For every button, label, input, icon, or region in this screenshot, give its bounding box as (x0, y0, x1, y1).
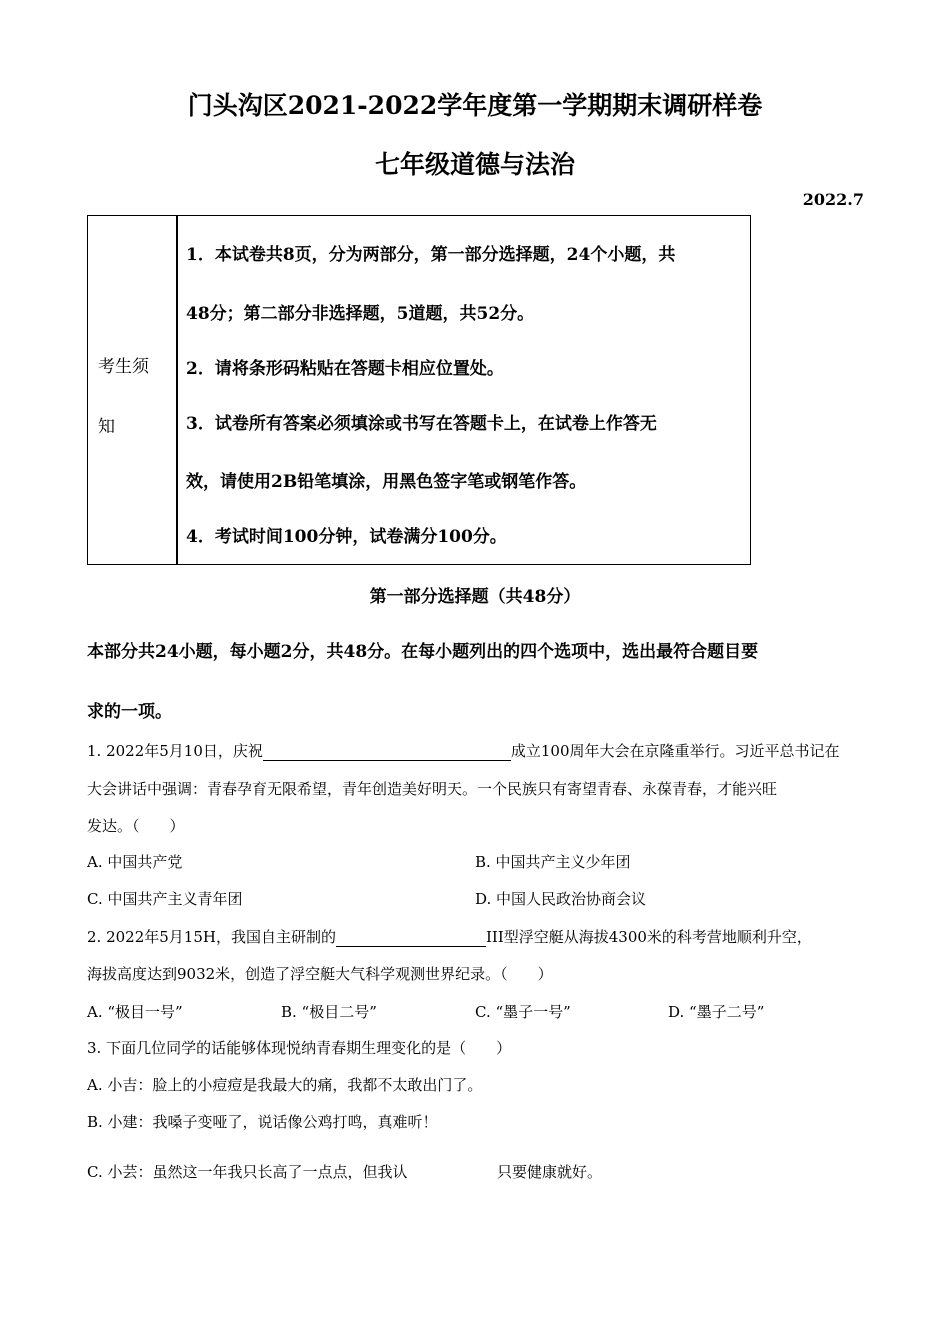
q2-option-b: B. “极目二号” (281, 1003, 377, 1021)
notice-line-1: 1．本试卷共8页，分为两部分，第一部分选择题，24个小题，共 (186, 245, 676, 265)
q2-option-d: D. “墨子二号” (668, 1003, 765, 1021)
q3-option-b: B. 小建：我嗓子变哑了，说话像公鸡打鸣，真难听！ (87, 1113, 438, 1131)
exam-subject: 七年级道德与法治 (374, 150, 575, 179)
notice-line-3: 2．请将条形码粘贴在答题卡相应位置处。 (186, 359, 504, 379)
q3-option-a: A. 小吉：脸上的小痘痘是我最大的痛，我都不太敢出门了。 (87, 1076, 483, 1094)
q3-option-c-continued: 只要健康就好。 (497, 1163, 603, 1181)
exam-date: 2022.7 (802, 190, 864, 209)
q1-stem-post: 成立100周年大会在京隆重举行。习近平总书记在 (510, 742, 840, 760)
notice-line-4: 3．试卷所有答案必须填涂或书写在答题卡上，在试卷上作答无 (186, 414, 657, 434)
notice-line-2: 48分；第二部分非选择题，5道题，共52分。 (186, 304, 535, 324)
q2-stem-pre: 2. 2022年5月15H，我国自主研制的 (87, 928, 336, 946)
q2-option-a: A. “极目一号” (87, 1003, 183, 1021)
q2-stem-line1 (87, 926, 812, 947)
q1-option-c: C. 中国共产主义青年团 (87, 890, 243, 908)
q2-option-c: C. “墨子一号” (475, 1003, 571, 1021)
q2-answer-blank (336, 928, 486, 947)
notice-label-line2: 知 (98, 417, 115, 437)
q1-stem-line3: 发达。（ ） (87, 817, 185, 835)
q1-stem-line1 (87, 740, 840, 761)
q1-stem-pre: 1. 2022年5月10日，庆祝 (87, 742, 263, 760)
notice-table (87, 215, 751, 565)
q1-option-b: B. 中国共产主义少年团 (475, 853, 631, 871)
q2-stem-line2: 海拔高度达到9032米，创造了浮空艇大气科学观测世界纪录。（ ） (87, 965, 553, 983)
notice-divider (176, 216, 178, 564)
notice-line-5: 效，请使用2B铅笔填涂，用黑色签字笔或钢笔作答。 (186, 472, 587, 492)
notice-label-line1: 考生须 (98, 357, 149, 377)
q1-option-a: A. 中国共产党 (87, 853, 183, 871)
q1-option-d: D. 中国人民政治协商会议 (475, 890, 647, 908)
part1-instruction-line1: 本部分共24小题，每小题2分，共48分。在每小题列出的四个选项中，选出最符合题目要 (87, 642, 759, 662)
notice-line-6: 4．考试时间100分钟，试卷满分100分。 (186, 527, 507, 547)
q1-stem-line2: 大会讲话中强调：青春孕育无限希望，青年创造美好明天。一个民族只有寄望青春、永葆青春，才能兴旺 (87, 780, 778, 798)
part1-heading: 第一部分选择题（共48分） (369, 587, 581, 607)
q1-answer-blank (263, 742, 511, 761)
exam-title: 门头沟区2021-2022学年度第一学期期末调研样卷 (187, 91, 763, 120)
q2-stem-post: III型浮空艇从海拔4300米的科考营地顺利升空， (485, 928, 812, 946)
q3-stem: 3. 下面几位同学的话能够体现悦纳青春期生理变化的是（ ） (87, 1039, 512, 1057)
part1-instruction-line2: 求的一项。 (87, 702, 172, 722)
q3-option-c: C. 小芸：虽然这一年我只长高了一点点，但我认 (87, 1163, 408, 1181)
